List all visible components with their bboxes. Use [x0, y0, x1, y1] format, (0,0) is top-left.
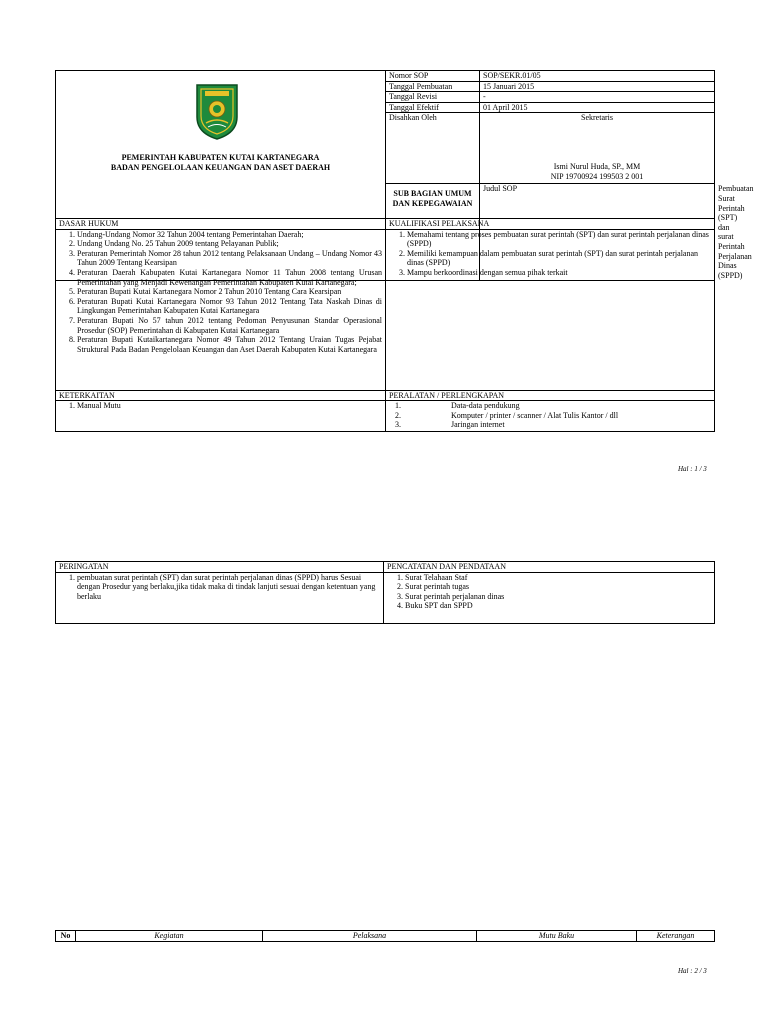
- list-item: 2. Memiliki kemampuan dalam pembuatan surat perintah (SPT) dan surat perintah perjalanan dinas (SPPD): [407, 249, 711, 268]
- list-item: 3. Mampu berkoordinasi dengan semua pihak terkait: [407, 268, 711, 278]
- list-item: 4. Peraturan Daerah Kabupaten Kutai Kartanegara Nomor 11 Tahun 2008 tentang Urusan Pemerintahan yang Menjadi Kewenangan Pemerintahan Kabupaten Kutai Kartanegara;: [77, 268, 382, 287]
- list-item: 1. Manual Mutu: [77, 401, 382, 411]
- sop-header-table: PEMERINTAH KABUPATEN KUTAI KARTANEGARA BADAN PENGELOLAAN KEUANGAN DAN ASET DAERAH Nomor SOP SOP/SEKR.01/05 Tanggal Pembuatan 15 Januari 2015 Tanggal Revisi - Tanggal Efektif 01 April 2015 Disahkan Oleh Sekretaris Ismi Nurul Huda, SP., MM NIP 19700924 199503 2 001 SUB BAGIAN UMUM DAN KEPEGAWAIAN Judul SOP Pembuatan Surat Perintah (SPT) dan surat Perintah Perjalanan Dinas (SPPD): [55, 70, 715, 281]
- sop-info-table: [55, 218, 715, 432]
- item-number: 2.: [395, 410, 401, 420]
- pencatatan-list: [384, 572, 715, 623]
- kualifikasi-title: KUALIFIKASI PELAKSANA: [386, 219, 715, 230]
- signer-name: Ismi Nurul Huda, SP., MM: [553, 162, 641, 172]
- nomor-sop-label: Nomor SOP: [386, 71, 480, 82]
- organization-name: [56, 153, 385, 172]
- list-item: Komputer / printer / scanner / Alat Tulis Kantor / dll: [451, 410, 619, 420]
- list-item: 4. Buku SPT dan SPPD: [405, 601, 711, 611]
- list-item: 2. Surat perintah tugas: [405, 582, 711, 592]
- signature-cell: [480, 113, 715, 184]
- col-header-pelaksana: Pelaksana: [263, 931, 477, 942]
- org-line-1: PEMERINTAH KABUPATEN KUTAI KARTANEGARA: [121, 153, 320, 162]
- kualifikasi-list: [386, 229, 715, 390]
- dasar-hukum-title: DASAR HUKUM: [56, 219, 386, 230]
- tanggal-revisi-value: -: [480, 92, 715, 103]
- list-item: 1. pembuatan surat perintah (SPT) dan surat perintah perjalanan dinas (SPPD) harus Sesuai dengan Prosedur yang berlaku,jika tidak maka di tindak lanjuti sesuai dengan ketentuan yang berlaku: [77, 573, 380, 602]
- col-header-keterangan: Keterangan: [637, 931, 715, 942]
- item-number: 3.: [395, 420, 401, 430]
- nomor-sop-value: SOP/SEKR.01/05: [480, 71, 715, 82]
- list-item: Jaringan internet: [451, 420, 505, 430]
- procedure-table: [55, 930, 715, 942]
- keterkaitan-list: [56, 401, 386, 432]
- list-item: 6. Peraturan Bupati Kutai Kartanegara Nomor 93 Tahun 2012 Tentang Tata Naskah Dinas di Lingkungan Pemerintahan Kabupaten Kutai Kartanegara: [77, 297, 382, 316]
- signer-title: Sekretaris: [581, 113, 613, 123]
- keterkaitan-title: KETERKAITAN: [56, 390, 386, 401]
- list-item: 3. Surat perintah perjalanan dinas: [405, 592, 711, 602]
- tanggal-pembuatan-label: Tanggal Pembuatan: [386, 81, 480, 92]
- peralatan-title: PERALATAN / PERLENGKAPAN: [386, 390, 715, 401]
- list-item: 5. Peraturan Bupati Kutai Kartanegara Nomor 2 Tahun 2010 Tentang Cara Kearsipan: [77, 287, 382, 297]
- item-number: 1.: [395, 401, 401, 411]
- org-line-2: BADAN PENGELOLAAN KEUANGAN DAN ASET DAERAH: [110, 162, 331, 172]
- peringatan-title: PERINGATAN: [56, 562, 384, 573]
- list-item: 3. Peraturan Pemerintah Nomor 28 tahun 2012 tentang Pelaksanaan Undang – Undang Nomor 43 Tahun 2009 Tentang Kearsipan: [77, 249, 382, 268]
- page-number: Hal : 1 / 3: [678, 465, 707, 473]
- dasar-hukum-list: [56, 229, 386, 390]
- kutai-kartanegara-emblem: [192, 81, 242, 141]
- list-item: 8. Peraturan Bupati Kutaikartanegara Nomor 49 Tahun 2012 Tentang Uraian Tugas Pejabat Struktural Pada Badan Pengelolaan Keuangan dan Aset Daerah Kabupaten Kutai Kartanegara: [77, 335, 382, 354]
- peringatan-list: [56, 572, 384, 623]
- tanggal-revisi-label: Tanggal Revisi: [386, 92, 480, 103]
- col-header-mutu-baku: Mutu Baku: [477, 931, 637, 942]
- signer-nip: NIP 19700924 199503 2 001: [550, 171, 644, 181]
- list-item: 1. Undang-Undang Nomor 32 Tahun 2004 tentang Pemerintahan Daerah;: [77, 230, 382, 240]
- list-item: 1. Surat Telahaan Staf: [405, 573, 711, 583]
- list-item: Data-data pendukung: [451, 401, 520, 411]
- tanggal-efektif-label: Tanggal Efektif: [386, 102, 480, 113]
- tanggal-pembuatan-value: 15 Januari 2015: [480, 81, 715, 92]
- peralatan-list: [386, 401, 715, 432]
- col-header-no: No: [56, 931, 76, 942]
- tanggal-efektif-value: 01 April 2015: [480, 102, 715, 113]
- peringatan-table: [55, 561, 715, 624]
- page-number: Hal : 2 / 3: [678, 967, 707, 975]
- judul-sop-label: Judul SOP: [480, 184, 715, 281]
- disahkan-label: Disahkan Oleh: [386, 113, 480, 184]
- list-item: 2. Undang Undang No. 25 Tahun 2009 tentang Pelayanan Publik;: [77, 239, 382, 249]
- list-item: 7. Peraturan Bupati No 57 tahun 2012 tentang Pedoman Penyusunan Standar Operasional Prosedur (SOP) Pemerintahan di Kabupaten Kutai Kartanegara: [77, 316, 382, 335]
- pencatatan-title: PENCATATAN DAN PENDATAAN: [384, 562, 715, 573]
- col-header-kegiatan: Kegiatan: [76, 931, 263, 942]
- sub-bagian-title: SUB BAGIAN UMUM DAN KEPEGAWAIAN: [386, 184, 480, 281]
- list-item: 1. Memahami tentang proses pembuatan surat perintah (SPT) dan surat perintah perjalanan dinas (SPPD): [407, 230, 711, 249]
